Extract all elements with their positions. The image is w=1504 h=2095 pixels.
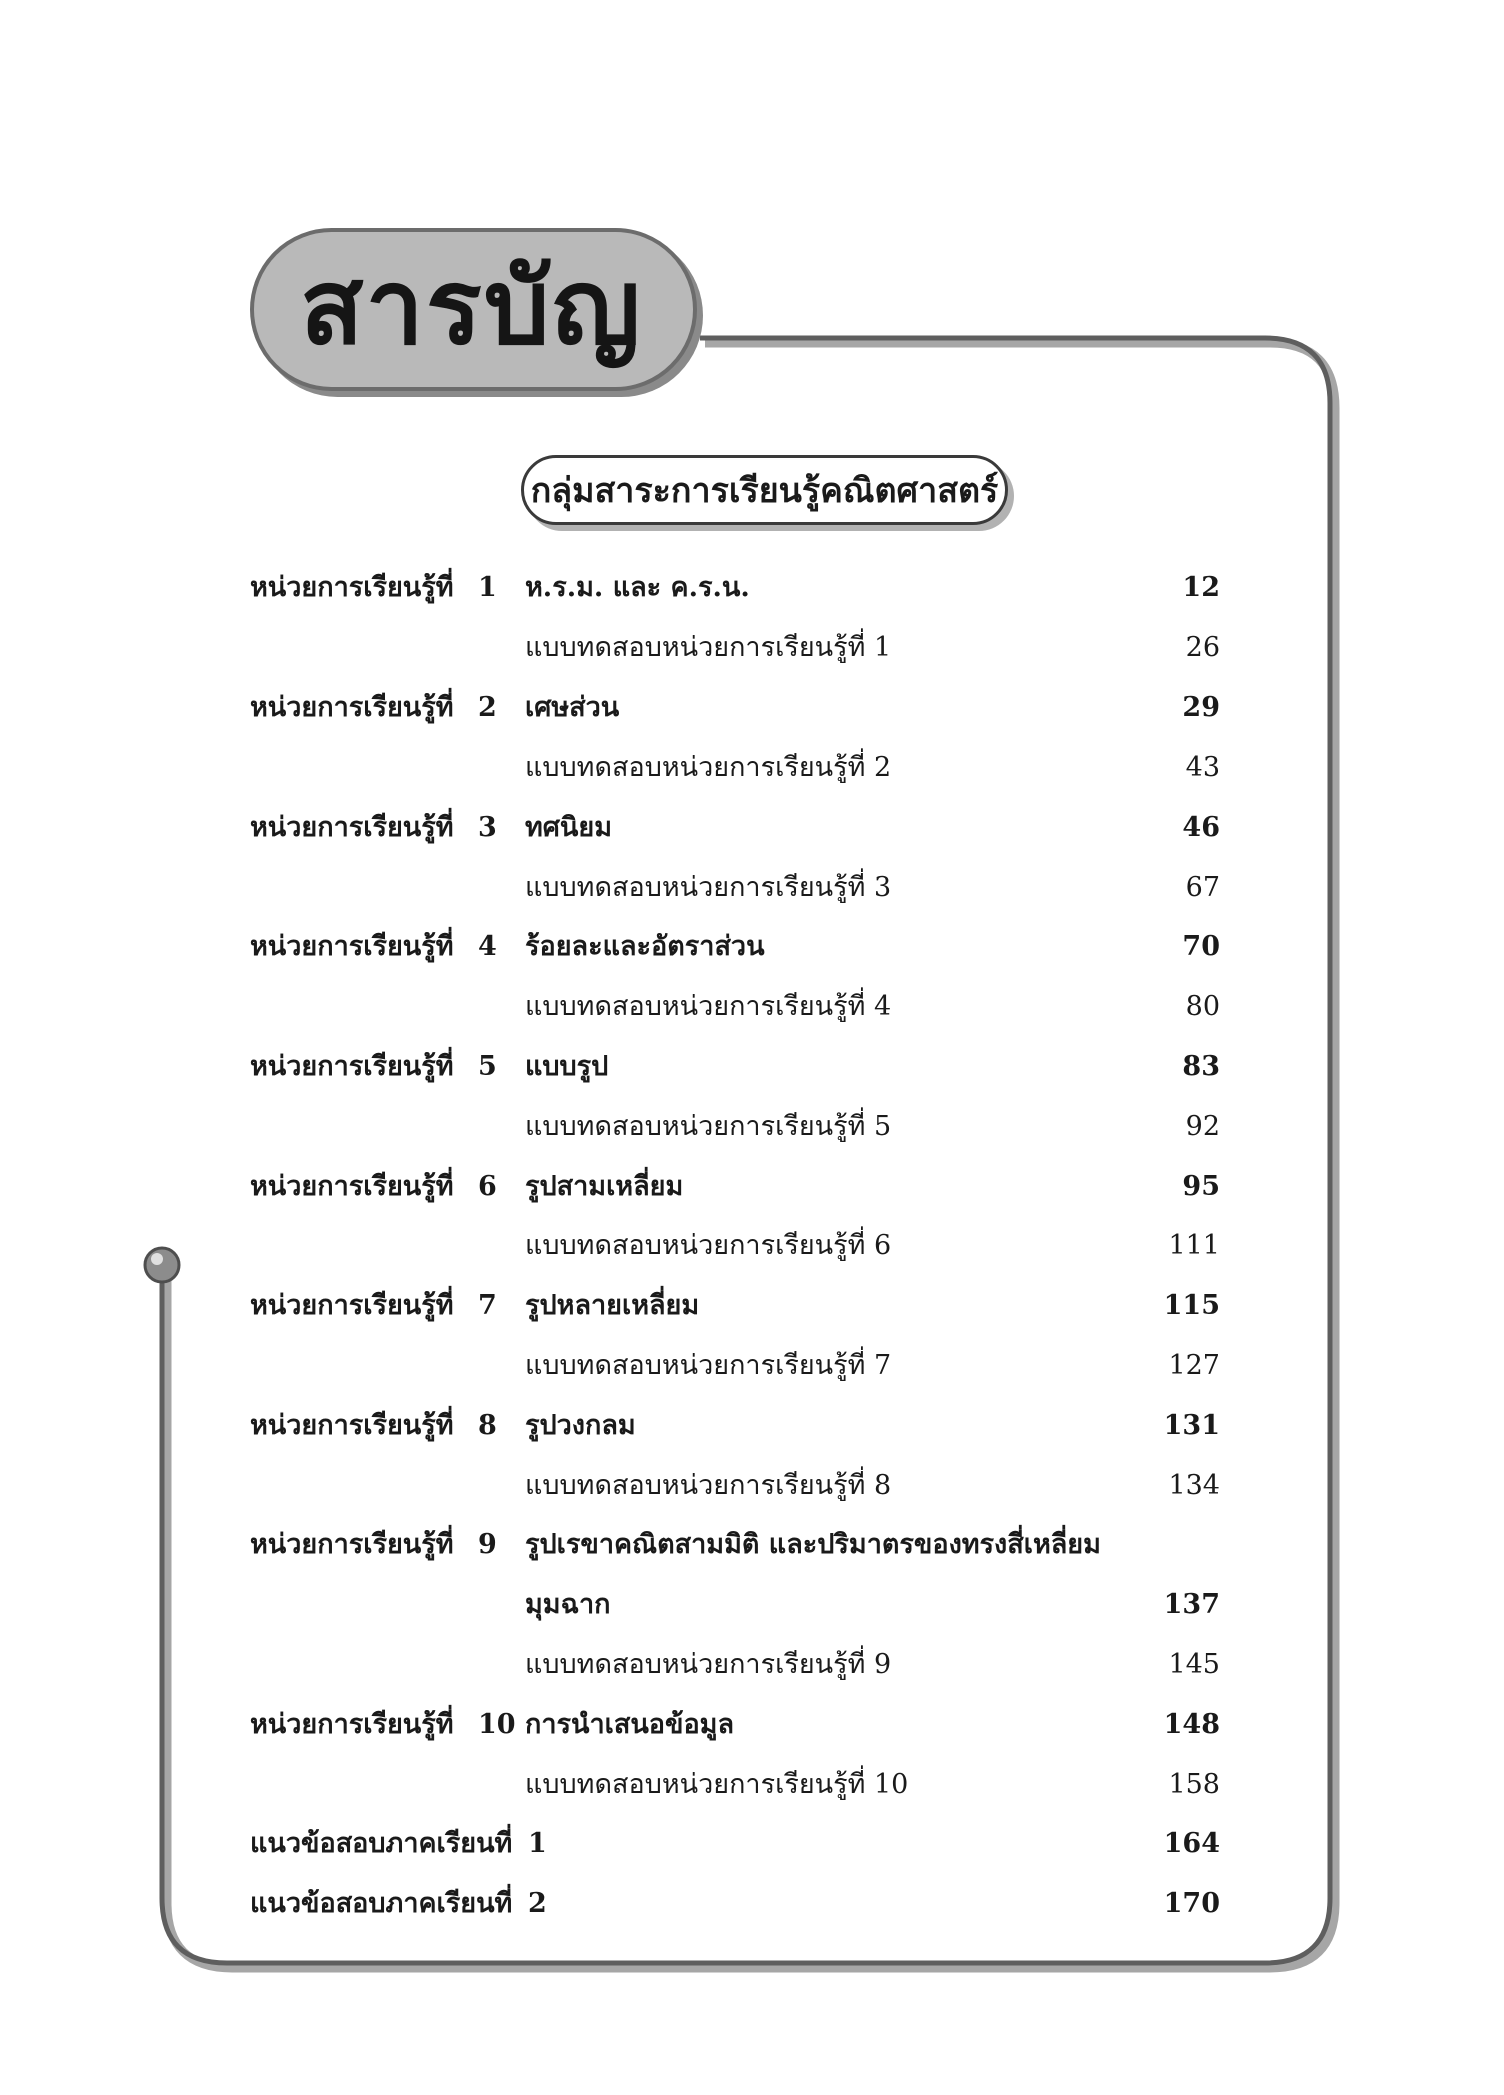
page-number: 70 bbox=[1182, 931, 1220, 962]
subject-label bbox=[521, 455, 1008, 525]
toc-entry-exam-2[interactable] bbox=[250, 1876, 1220, 1932]
toc-entry-test-9[interactable] bbox=[250, 1637, 1220, 1693]
page-number: 12 bbox=[1182, 572, 1220, 603]
unit-title: ห.ร.ม. และ ค.ร.น. bbox=[525, 572, 750, 603]
test-label: แบบทดสอบหน่วยการเรียนรู้ที่ 5 bbox=[525, 1111, 892, 1142]
toc-entry-exam-1[interactable] bbox=[250, 1816, 1220, 1872]
page-number: 26 bbox=[1185, 632, 1220, 663]
toc-entry-unit-4[interactable] bbox=[250, 919, 1220, 975]
page-number: 80 bbox=[1185, 991, 1220, 1022]
unit-title: รูปสามเหลี่ยม bbox=[525, 1171, 684, 1202]
unit-title: รูปเรขาคณิตสามมิติ และปริมาตรของทรงสี่เหลี่ยม bbox=[525, 1529, 1101, 1560]
unit-label: หน่วยการเรียนรู้ที่ bbox=[250, 1529, 454, 1560]
toc-entry-unit-1[interactable] bbox=[250, 560, 1220, 616]
toc-entry-test-8[interactable] bbox=[250, 1458, 1220, 1514]
test-label: แบบทดสอบหน่วยการเรียนรู้ที่ 9 bbox=[525, 1649, 892, 1680]
page-number: 111 bbox=[1168, 1230, 1220, 1261]
unit-number: 1 bbox=[478, 572, 497, 603]
page-title: สารบัญ bbox=[300, 246, 643, 368]
unit-label: หน่วยการเรียนรู้ที่ bbox=[250, 692, 454, 723]
toc-entry-test-5[interactable] bbox=[250, 1099, 1220, 1155]
unit-number: 4 bbox=[478, 931, 497, 962]
page-number: 134 bbox=[1168, 1470, 1220, 1501]
toc-entry-unit-6[interactable] bbox=[250, 1159, 1220, 1215]
unit-title: เศษส่วน bbox=[525, 692, 620, 723]
page-number: 83 bbox=[1182, 1051, 1220, 1082]
exam-label: แนวข้อสอบภาคเรียนที่ bbox=[250, 1828, 513, 1859]
toc-entry-test-10[interactable] bbox=[250, 1757, 1220, 1813]
toc-entry-test-6[interactable] bbox=[250, 1218, 1220, 1274]
test-label: แบบทดสอบหน่วยการเรียนรู้ที่ 6 bbox=[525, 1230, 892, 1261]
exam-label: แนวข้อสอบภาคเรียนที่ bbox=[250, 1888, 513, 1919]
page-number: 148 bbox=[1163, 1709, 1220, 1740]
exam-number: 1 bbox=[528, 1828, 547, 1859]
toc-entry-unit-10[interactable] bbox=[250, 1697, 1220, 1753]
test-label: แบบทดสอบหน่วยการเรียนรู้ที่ 10 bbox=[525, 1769, 909, 1800]
toc-entry-test-7[interactable] bbox=[250, 1338, 1220, 1394]
unit-title: รูปวงกลม bbox=[525, 1410, 636, 1441]
unit-title: แบบรูป bbox=[525, 1051, 609, 1082]
unit-label: หน่วยการเรียนรู้ที่ bbox=[250, 572, 454, 603]
page-number: 137 bbox=[1163, 1589, 1220, 1620]
test-label: แบบทดสอบหน่วยการเรียนรู้ที่ 7 bbox=[525, 1350, 892, 1381]
page-number: 43 bbox=[1185, 752, 1220, 783]
page-number: 145 bbox=[1168, 1649, 1220, 1680]
test-label: แบบทดสอบหน่วยการเรียนรู้ที่ 8 bbox=[525, 1470, 892, 1501]
toc-entry-unit-5[interactable] bbox=[250, 1039, 1220, 1095]
exam-number: 2 bbox=[528, 1888, 547, 1919]
toc-entry-test-2[interactable] bbox=[250, 740, 1220, 796]
test-label: แบบทดสอบหน่วยการเรียนรู้ที่ 2 bbox=[525, 752, 892, 783]
unit-label: หน่วยการเรียนรู้ที่ bbox=[250, 1171, 454, 1202]
unit-label: หน่วยการเรียนรู้ที่ bbox=[250, 1410, 454, 1441]
unit-label: หน่วยการเรียนรู้ที่ bbox=[250, 1709, 454, 1740]
page-number: 158 bbox=[1168, 1769, 1220, 1800]
unit-number: 5 bbox=[478, 1051, 497, 1082]
test-label: แบบทดสอบหน่วยการเรียนรู้ที่ 4 bbox=[525, 991, 892, 1022]
unit-label: หน่วยการเรียนรู้ที่ bbox=[250, 931, 454, 962]
unit-label: หน่วยการเรียนรู้ที่ bbox=[250, 812, 454, 843]
page-number: 46 bbox=[1182, 812, 1220, 843]
toc-entry-unit-2[interactable] bbox=[250, 680, 1220, 736]
unit-title: ทศนิยม bbox=[525, 812, 613, 843]
unit-label: หน่วยการเรียนรู้ที่ bbox=[250, 1290, 454, 1321]
page-number: 170 bbox=[1163, 1888, 1220, 1919]
unit-title: รูปหลายเหลี่ยม bbox=[525, 1290, 700, 1321]
unit-number: 2 bbox=[478, 692, 497, 723]
toc-entry-unit-7[interactable] bbox=[250, 1278, 1220, 1334]
test-label: แบบทดสอบหน่วยการเรียนรู้ที่ 3 bbox=[525, 872, 892, 903]
page-number: 67 bbox=[1185, 872, 1220, 903]
page-number: 164 bbox=[1163, 1828, 1220, 1859]
page-number: 29 bbox=[1182, 692, 1220, 723]
page-number: 95 bbox=[1182, 1171, 1220, 1202]
unit-number: 9 bbox=[478, 1529, 497, 1560]
unit-title: ร้อยละและอัตราส่วน bbox=[525, 931, 765, 962]
page-number: 115 bbox=[1163, 1290, 1220, 1321]
page-number: 127 bbox=[1168, 1350, 1220, 1381]
unit-number: 10 bbox=[478, 1709, 516, 1740]
toc-entry-unit-9[interactable] bbox=[250, 1517, 1220, 1573]
toc-entry-unit-9-cont[interactable] bbox=[250, 1577, 1220, 1633]
unit-title: การนำเสนอข้อมูล bbox=[525, 1709, 735, 1740]
unit-number: 7 bbox=[478, 1290, 497, 1321]
page-number: 131 bbox=[1163, 1410, 1220, 1441]
toc-entry-unit-8[interactable] bbox=[250, 1398, 1220, 1454]
frame-ball-ornament bbox=[145, 1248, 179, 1282]
toc-entry-unit-3[interactable] bbox=[250, 800, 1220, 856]
unit-label: หน่วยการเรียนรู้ที่ bbox=[250, 1051, 454, 1082]
unit-number: 6 bbox=[478, 1171, 497, 1202]
toc-entry-test-4[interactable] bbox=[250, 979, 1220, 1035]
unit-number: 3 bbox=[478, 812, 497, 843]
toc-entry-test-3[interactable] bbox=[250, 860, 1220, 916]
unit-title-continued: มุมฉาก bbox=[525, 1589, 611, 1620]
page-number: 92 bbox=[1185, 1111, 1220, 1142]
unit-number: 8 bbox=[478, 1410, 497, 1441]
subject-label-text: กลุ่มสาระการเรียนรู้คณิตศาสตร์ bbox=[530, 471, 999, 511]
test-label: แบบทดสอบหน่วยการเรียนรู้ที่ 1 bbox=[525, 632, 892, 663]
toc-entry-test-1[interactable] bbox=[250, 620, 1220, 676]
